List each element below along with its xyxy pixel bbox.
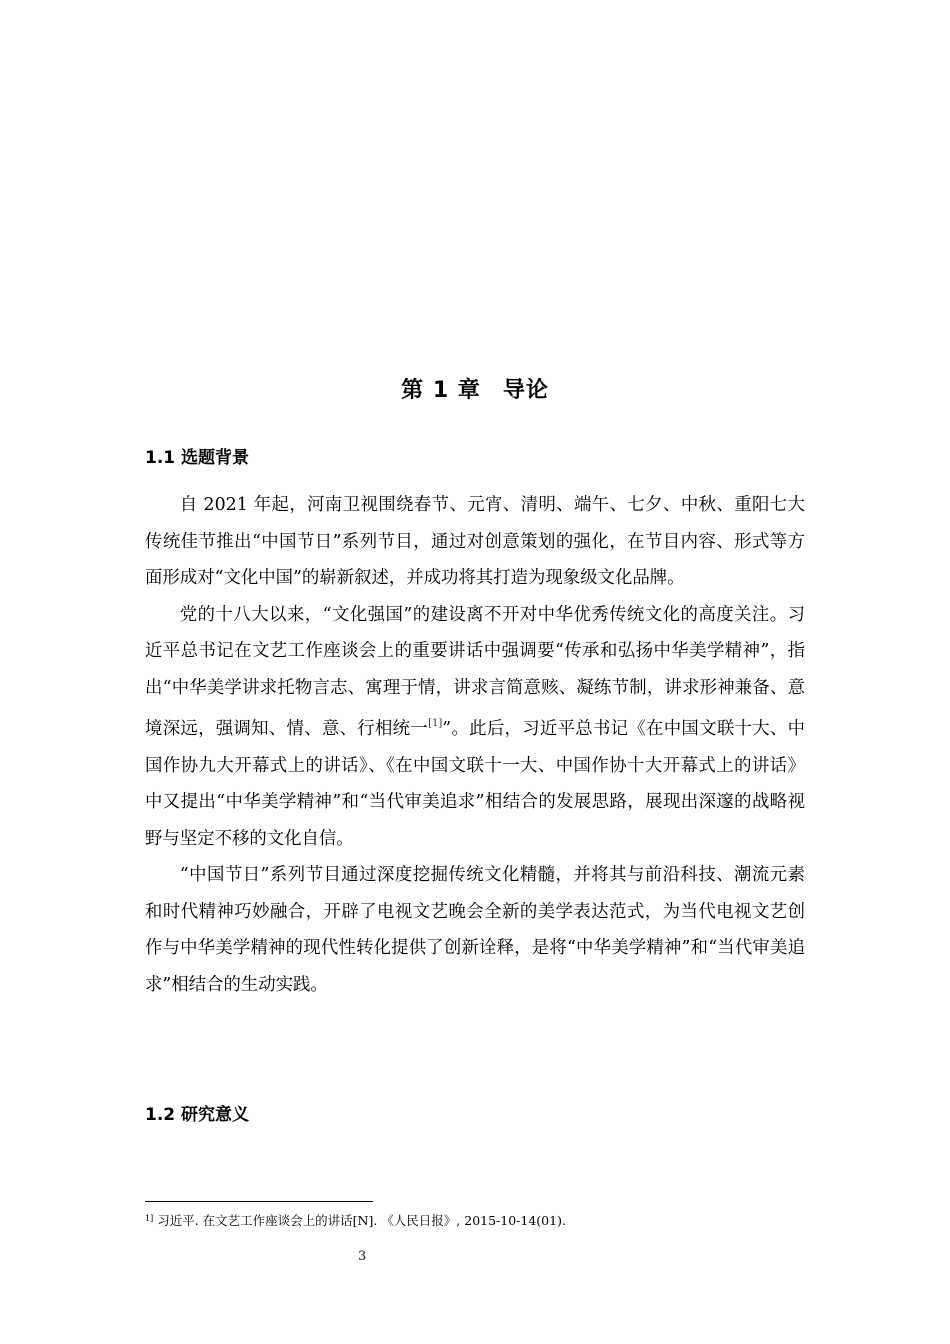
chapter-name: 导论 [502, 378, 549, 403]
paragraph-text: ”。此后，习近平总书记《在中国文联十大、中国作协九大开幕式上的讲话》、《在中国文联十一大、中国作协十大开幕式上的讲话》中又提出“中华美学精神”和“当代审美追求”相结合的发展思路，展现出深邃的战略视野与坚定不移的文化自信。 [145, 719, 805, 849]
footnote-divider [145, 1201, 373, 1202]
footnote-marker: 1] [145, 1214, 154, 1223]
section-heading-1-2: 1.2 研究意义 [145, 1105, 250, 1125]
footnote [145, 1211, 566, 1229]
section-body-1-1 [145, 487, 805, 1003]
paragraph: “中国节日”系列节目通过深度挖掘传统文化精髓，并将其与前沿科技、潮流元素和时代精神巧妙融合，开辟了电视文艺晚会全新的美学表达范式，为当代电视文艺创作与中华美学精神的现代性转化提供了创新诠释，是将“中华美学精神”和“当代审美追求”相结合的生动实践。 [145, 865, 805, 995]
paragraph-text: 党的十八大以来，“文化强国”的建设离不开对中华优秀传统文化的高度关注。习近平总书记在文艺工作座谈会上的重要讲话中强调要“传承和弘扬中华美学精神”，指出“中华美学讲求托物言志、寓理于情，讲求言简意赅、凝练节制，讲求形神兼备、意境深远，强调知、情、意、行相统一 [145, 604, 805, 739]
paragraph: 自 2021 年起，河南卫视围绕春节、元宵、清明、端午、七夕、中秋、重阳七大传统佳节推出“中国节日”系列节目，通过对创意策划的强化，在节目内容、形式等方面形成对“文化中国”的崭新叙述，并成功将其打造为现象级文化品牌。 [145, 495, 805, 588]
section-heading-1-1: 1.1 选题背景 [145, 448, 250, 468]
footnote-text: 习近平. 在文艺工作座谈会上的讲话[N]. 《人民日报》, 2015-10-14(01). [157, 1213, 566, 1228]
paragraph [145, 597, 805, 858]
citation-link[interactable]: [1] [428, 718, 443, 729]
chapter-number: 第 1 章 [401, 378, 481, 403]
chapter-title [0, 373, 950, 404]
page-number: 3 [358, 1249, 367, 1264]
